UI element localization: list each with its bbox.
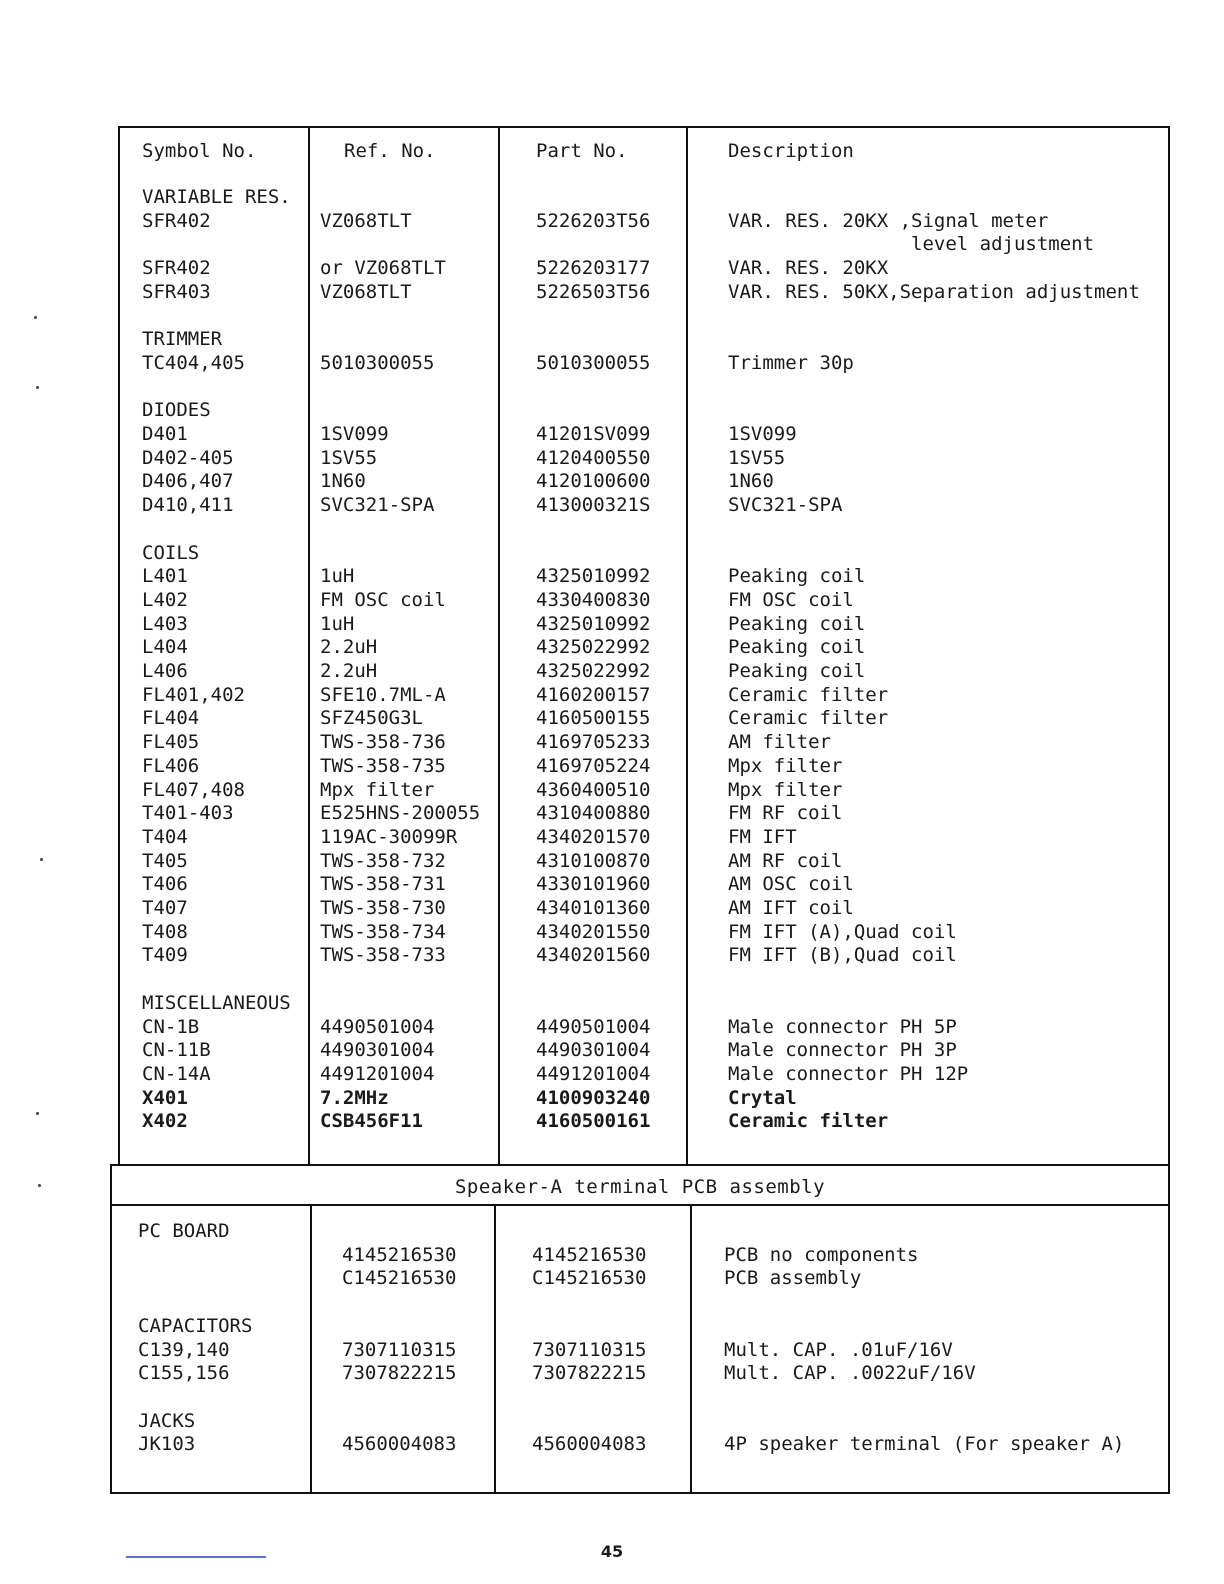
header-description: Description [728, 140, 854, 162]
part-cell: 7307822215 [532, 1362, 647, 1385]
ref-cell: 5010300055 [320, 351, 435, 374]
symbol-cell: T406 [142, 873, 188, 896]
margin-mark [34, 316, 37, 319]
header-symbol-no: Symbol No. [142, 140, 257, 162]
ref-cell: 4490501004 [320, 1015, 435, 1038]
header-part-no: Part No. [536, 140, 628, 162]
part-cell: 4325022992 [536, 660, 651, 682]
desc-cell: Male connector PH 12P [728, 1062, 969, 1085]
ref-cell: SFZ450G3L [320, 707, 423, 730]
desc-cell: VAR. RES. 20KX [728, 257, 889, 280]
table-row [120, 850, 1170, 874]
table-row [120, 968, 1170, 992]
table-row [120, 684, 1170, 708]
desc-cell: 1SV55 [728, 446, 786, 469]
table-row [120, 944, 1170, 968]
table-row [112, 1386, 1162, 1410]
part-cell: 4490301004 [536, 1039, 651, 1062]
desc-cell: FM IFT (B),Quad coil [728, 944, 957, 967]
ref-cell: 1SV099 [320, 423, 389, 445]
desc-cell: FM RF coil [728, 802, 843, 825]
table-row [120, 233, 1170, 257]
table-row [112, 1220, 1162, 1244]
ref-cell: TWS-358-732 [320, 849, 446, 872]
table-row [120, 779, 1170, 803]
ref-cell: 119AC-30099R [320, 825, 458, 848]
symbol-cell: L401 [142, 565, 188, 588]
part-cell: 4100903240 [536, 1086, 651, 1109]
desc-cell: AM IFT coil [728, 897, 854, 919]
symbol-cell: X402 [142, 1110, 188, 1133]
symbol-cell: SFR402 [142, 209, 211, 232]
symbol-cell: T405 [142, 849, 188, 872]
part-cell: 4360400510 [536, 778, 651, 801]
part-cell: 4340101360 [536, 897, 651, 919]
table-row [120, 826, 1170, 850]
part-cell: 41201SV099 [536, 423, 651, 445]
ref-cell: FM OSC coil [320, 588, 446, 611]
ref-cell: TWS-358-734 [320, 920, 446, 943]
table-row [120, 660, 1170, 684]
symbol-cell: TRIMMER [142, 328, 223, 351]
table-row [120, 707, 1170, 731]
part-cell: 4340201560 [536, 944, 651, 967]
table-row [120, 802, 1170, 826]
desc-cell: Peaking coil [728, 636, 866, 659]
part-cell: 4490501004 [536, 1015, 651, 1038]
page-number: 45 [600, 1542, 624, 1561]
symbol-cell: L404 [142, 636, 188, 659]
table-row [120, 328, 1170, 352]
ref-cell: 1SV55 [320, 446, 378, 469]
margin-mark [36, 1112, 39, 1115]
part-cell: 5226203T56 [536, 209, 651, 232]
table-row [112, 1267, 1162, 1291]
symbol-cell: T407 [142, 897, 188, 919]
table-row [120, 755, 1170, 779]
symbol-cell: FL405 [142, 731, 200, 754]
ref-cell: C145216530 [342, 1267, 457, 1290]
table-row [120, 494, 1170, 518]
symbol-cell: C155,156 [138, 1362, 230, 1385]
symbol-cell: D402-405 [142, 446, 234, 469]
table-row [120, 186, 1170, 210]
desc-cell: AM filter [728, 731, 831, 754]
desc-cell: Male connector PH 3P [728, 1039, 957, 1062]
table-row [112, 1433, 1162, 1457]
symbol-cell: T408 [142, 920, 188, 943]
part-cell: 4310100870 [536, 849, 651, 872]
desc-cell: FM OSC coil [728, 588, 854, 611]
ref-cell: TWS-358-733 [320, 944, 446, 967]
symbol-cell: D410,411 [142, 494, 234, 517]
part-cell: 4340201570 [536, 825, 651, 848]
symbol-cell: CN-14A [142, 1062, 211, 1085]
table-row [120, 1110, 1170, 1134]
desc-cell: Ceramic filter [728, 683, 889, 706]
part-cell: 4325010992 [536, 565, 651, 588]
desc-cell: PCB assembly [724, 1267, 862, 1290]
desc-cell: Mpx filter [728, 778, 843, 801]
table-row [112, 1339, 1162, 1363]
part-cell: 4160500161 [536, 1110, 651, 1133]
parts-list-sheet [110, 126, 1170, 1494]
desc-cell: Peaking coil [728, 565, 866, 588]
symbol-cell: T409 [142, 944, 188, 967]
table-row [120, 992, 1170, 1016]
table-row [120, 589, 1170, 613]
table-row [112, 1410, 1162, 1434]
ref-cell: TWS-358-730 [320, 897, 446, 919]
ref-cell: CSB456F11 [320, 1110, 423, 1133]
part-cell: 4330400830 [536, 588, 651, 611]
symbol-cell: TC404,405 [142, 351, 245, 374]
section-title: Speaker-A terminal PCB assembly [454, 1176, 826, 1198]
table-row [120, 423, 1170, 447]
table-row [112, 1315, 1162, 1339]
desc-cell: Mpx filter [728, 754, 843, 777]
symbol-cell: CN-11B [142, 1039, 211, 1062]
desc-cell: Male connector PH 5P [728, 1015, 957, 1038]
desc-cell: Ceramic filter [728, 707, 889, 730]
part-cell: 4120100600 [536, 470, 651, 493]
symbol-cell: L406 [142, 660, 188, 682]
table-row [120, 1087, 1170, 1111]
symbol-cell: T401-403 [142, 802, 234, 825]
part-cell: 4169705224 [536, 754, 651, 777]
table-row [112, 1362, 1162, 1386]
ref-cell: SVC321-SPA [320, 494, 435, 517]
table-row [120, 921, 1170, 945]
part-cell: 4560004083 [532, 1433, 647, 1456]
part-cell: 413000321S [536, 494, 651, 517]
margin-mark [36, 386, 39, 389]
symbol-cell: COILS [142, 541, 200, 564]
symbol-cell: C139,140 [138, 1338, 230, 1361]
ref-cell: 1N60 [320, 470, 366, 493]
ref-cell: 2.2uH [320, 636, 378, 659]
part-cell: 5226203177 [536, 257, 651, 280]
desc-cell: Crytal [728, 1086, 797, 1109]
table-row [120, 897, 1170, 921]
desc-cell: PCB no components [724, 1243, 919, 1266]
desc-cell: Mult. CAP. .0022uF/16V [724, 1362, 976, 1385]
symbol-cell: FL407,408 [142, 778, 245, 801]
part-cell: 4325022992 [536, 636, 651, 659]
parts-table-upper [118, 126, 1170, 1166]
symbol-cell: T404 [142, 825, 188, 848]
desc-cell: Peaking coil [728, 612, 866, 635]
part-cell: 4160200157 [536, 683, 651, 706]
desc-cell: VAR. RES. 50KX,Separation adjustment [728, 280, 1140, 303]
table-row [120, 281, 1170, 305]
margin-mark [38, 1184, 41, 1187]
ref-cell: 4490301004 [320, 1039, 435, 1062]
table-row [120, 257, 1170, 281]
ref-cell: VZ068TLT [320, 209, 412, 232]
desc-cell: AM RF coil [728, 849, 843, 872]
table-row [120, 542, 1170, 566]
table-row [120, 636, 1170, 660]
table-row [120, 1063, 1170, 1087]
table-row [112, 1291, 1162, 1315]
ref-cell: SFE10.7ML-A [320, 683, 446, 706]
symbol-cell: D406,407 [142, 470, 234, 493]
symbol-cell: FL404 [142, 707, 200, 730]
table-row [120, 731, 1170, 755]
part-cell: 5010300055 [536, 351, 651, 374]
margin-mark [40, 858, 43, 861]
ref-cell: 4145216530 [342, 1243, 457, 1266]
ref-cell: 2.2uH [320, 660, 378, 682]
table-row [120, 210, 1170, 234]
ref-cell: 1uH [320, 565, 355, 588]
symbol-cell: FL406 [142, 754, 200, 777]
symbol-cell: DIODES [142, 399, 211, 422]
ref-cell: E525HNS-200055 [320, 802, 481, 825]
desc-cell: FM IFT [728, 825, 797, 848]
parts-table-lower [110, 1204, 1170, 1494]
ref-cell: TWS-358-735 [320, 754, 446, 777]
table-row [120, 305, 1170, 329]
symbol-cell: CAPACITORS [138, 1314, 253, 1337]
symbol-cell: FL401,402 [142, 683, 245, 706]
symbol-cell: JACKS [138, 1409, 196, 1432]
symbol-cell: L403 [142, 612, 188, 635]
desc-cell: SVC321-SPA [728, 494, 843, 517]
part-cell: 4330101960 [536, 873, 651, 896]
symbol-cell: D401 [142, 423, 188, 445]
table-row [120, 565, 1170, 589]
table-row [120, 376, 1170, 400]
part-cell: 4325010992 [536, 612, 651, 635]
desc-cell: 1N60 [728, 470, 774, 493]
part-cell: C145216530 [532, 1267, 647, 1290]
ref-cell: TWS-358-731 [320, 873, 446, 896]
part-cell: 4169705233 [536, 731, 651, 754]
section-band [110, 1164, 1170, 1206]
part-cell: 4491201004 [536, 1062, 651, 1085]
desc-cell: 4P speaker terminal (For speaker A) [724, 1433, 1125, 1456]
symbol-cell: L402 [142, 588, 188, 611]
symbol-cell: X401 [142, 1086, 188, 1109]
ref-cell: Mpx filter [320, 778, 435, 801]
symbol-cell: MISCELLANEOUS [142, 991, 291, 1014]
ref-cell: 7.2MHz [320, 1086, 389, 1109]
table-row [120, 399, 1170, 423]
part-cell: 4340201550 [536, 920, 651, 943]
ref-cell: 1uH [320, 612, 355, 635]
desc-cell: level adjustment [728, 233, 1095, 256]
table-row [112, 1244, 1162, 1268]
desc-cell: 1SV099 [728, 423, 797, 445]
symbol-cell: SFR402 [142, 257, 211, 280]
symbol-cell: VARIABLE RES. [142, 186, 291, 208]
part-cell: 4145216530 [532, 1243, 647, 1266]
symbol-cell: JK103 [138, 1433, 196, 1456]
header-row [120, 140, 1170, 164]
symbol-cell: SFR403 [142, 280, 211, 303]
table-row [120, 518, 1170, 542]
ref-cell: or VZ068TLT [320, 257, 446, 280]
ref-cell: TWS-358-736 [320, 731, 446, 754]
part-cell: 4120400550 [536, 446, 651, 469]
ref-cell: 4560004083 [342, 1433, 457, 1456]
symbol-cell: CN-1B [142, 1015, 200, 1038]
desc-cell: Trimmer 30p [728, 351, 854, 374]
symbol-cell: PC BOARD [138, 1220, 230, 1242]
table-row [120, 470, 1170, 494]
desc-cell: Peaking coil [728, 660, 866, 682]
table-row [120, 447, 1170, 471]
ref-cell: 4491201004 [320, 1062, 435, 1085]
part-cell: 4310400880 [536, 802, 651, 825]
desc-cell: FM IFT (A),Quad coil [728, 920, 957, 943]
ref-cell: 7307822215 [342, 1362, 457, 1385]
table-row [120, 1016, 1170, 1040]
ref-cell: 7307110315 [342, 1338, 457, 1361]
desc-cell: Ceramic filter [728, 1110, 889, 1133]
part-cell: 7307110315 [532, 1338, 647, 1361]
table-row [120, 613, 1170, 637]
table-row [120, 352, 1170, 376]
table-row [120, 1039, 1170, 1063]
table-row [120, 873, 1170, 897]
ref-cell: VZ068TLT [320, 280, 412, 303]
part-cell: 5226503T56 [536, 280, 651, 303]
desc-cell: AM OSC coil [728, 873, 854, 896]
part-cell: 4160500155 [536, 707, 651, 730]
desc-cell: Mult. CAP. .01uF/16V [724, 1338, 953, 1361]
desc-cell: VAR. RES. 20KX ,Signal meter [728, 209, 1049, 232]
header-ref-no: Ref. No. [344, 140, 436, 162]
